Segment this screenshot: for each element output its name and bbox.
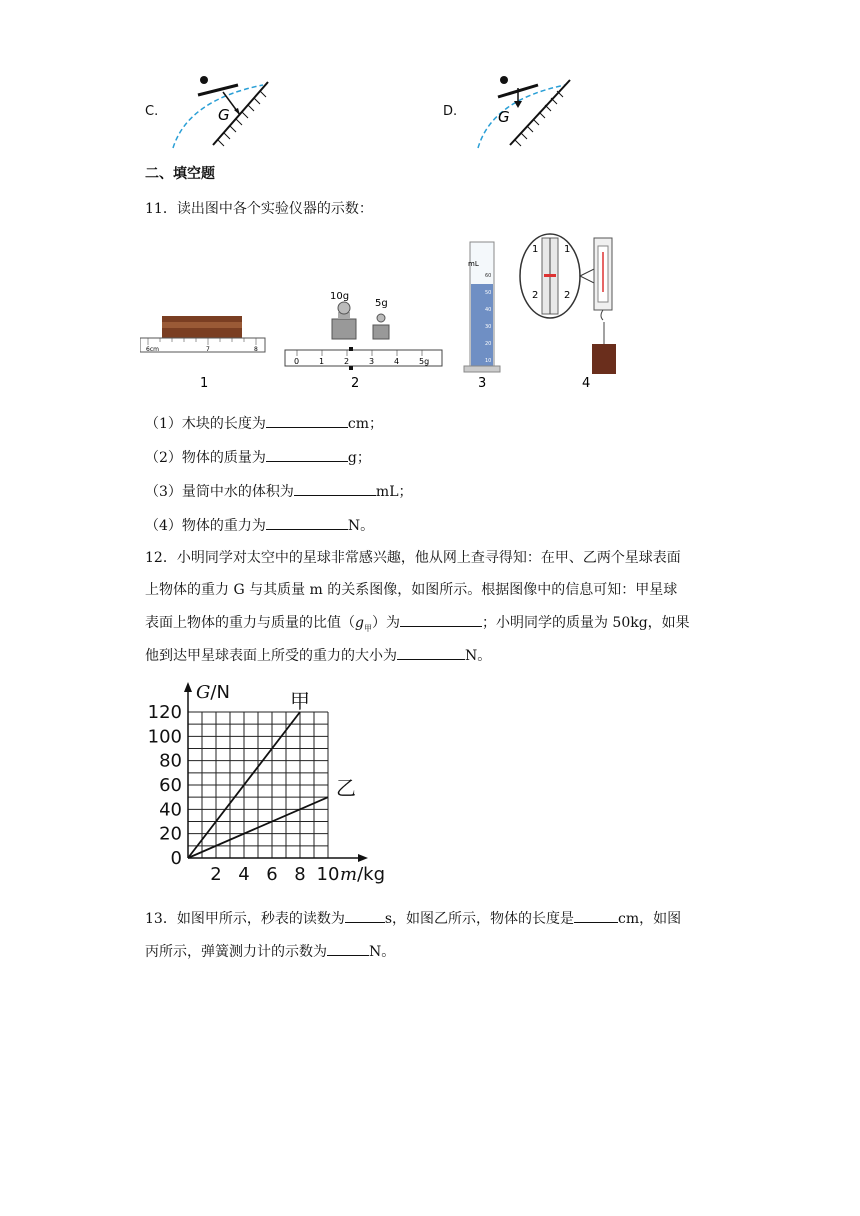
q12-line-2: 上物体的重力 G 与其质量 m 的关系图像，如图所示。根据图像中的信息可知：甲星球: [145, 582, 678, 598]
answer-blank[interactable]: [345, 908, 385, 923]
q11-item-1: （1）木块的长度为 cm；: [145, 413, 383, 433]
svg-text:1: 1: [532, 244, 539, 255]
x-axis-label: m/kg: [340, 864, 385, 885]
answer-blank[interactable]: [266, 515, 348, 530]
svg-text:2: 2: [532, 290, 539, 301]
q11-item-4: （4）物体的重力为 N。: [145, 515, 374, 535]
fig-label-4: 4: [582, 376, 591, 391]
y-tick-label: 40: [159, 799, 182, 821]
q12-line-3: 表面上物体的重力与质量的比值$(g_甲)$为 ；小明同学的质量为 50kg，如果: [145, 612, 690, 634]
fig-label-2: 2: [351, 376, 360, 391]
answer-blank[interactable]: [327, 941, 369, 956]
svg-text:30: 30: [485, 324, 492, 330]
svg-text:2: 2: [344, 357, 350, 366]
x-tick-label: 4: [238, 864, 250, 885]
x-tick-label: 8: [294, 864, 306, 885]
svg-text:50: 50: [485, 290, 492, 296]
q11-instruments-figure: [140, 232, 660, 397]
svg-text:1: 1: [564, 244, 571, 255]
answer-blank[interactable]: [400, 612, 482, 627]
svg-text:0: 0: [294, 357, 300, 366]
svg-text:3: 3: [369, 357, 375, 366]
g-label: G: [218, 106, 230, 124]
weight-5g: [373, 325, 389, 339]
svg-text:8: 8: [254, 346, 258, 353]
svg-text:7: 7: [206, 346, 210, 353]
svg-text:4: 4: [394, 357, 400, 366]
answer-blank[interactable]: [294, 481, 376, 496]
fig-label-1: 1: [200, 376, 209, 391]
svg-text:1: 1: [319, 357, 325, 366]
fig-label-3: 3: [478, 376, 487, 391]
svg-text:2: 2: [564, 290, 571, 301]
svg-text:5g: 5g: [419, 357, 430, 366]
svg-text:10: 10: [485, 358, 492, 364]
q11-item-2: （2）物体的质量为 g；: [145, 447, 371, 467]
y-tick-label: 100: [147, 726, 182, 748]
q13-line-2: 丙所示，弹簧测力计的示数为 N。: [145, 941, 395, 961]
section-title: 二、填空题: [145, 166, 215, 182]
x-axis-arrow: [358, 854, 368, 862]
q11-item-3: （3）量筒中水的体积为 mL；: [145, 481, 413, 501]
x-tick-label: 6: [266, 864, 278, 885]
q12-line-1: 12．小明同学对太空中的星球非常感兴趣，他从网上查寻得知：在甲、乙两个星球表面: [145, 550, 681, 566]
y-tick-label: 0: [170, 848, 182, 869]
skier-head: [200, 76, 208, 84]
svg-text:6cm: 6cm: [146, 346, 159, 353]
svg-text:mL: mL: [468, 260, 479, 268]
q13-line-1: 13．如图甲所示，秒表的读数为 s，如图乙所示，物体的长度是 cm，如图: [145, 908, 681, 928]
option-d-figure: [470, 70, 580, 150]
series-label: 乙: [336, 776, 356, 801]
g-vs-m-chart: [140, 678, 400, 893]
answer-blank[interactable]: [266, 447, 348, 462]
x-tick-label: 10: [316, 864, 340, 885]
option-c-label: C.: [145, 104, 159, 119]
y-tick-label: 80: [159, 750, 182, 772]
weight-10g: [332, 319, 356, 339]
svg-text:60: 60: [485, 273, 492, 279]
y-axis-label: G/N: [196, 682, 230, 703]
svg-text:40: 40: [485, 307, 492, 313]
svg-text:10g: 10g: [330, 291, 350, 302]
q11-stem: 11．读出图中各个实验仪器的示数：: [145, 201, 373, 217]
rider: [349, 347, 353, 351]
y-axis-arrow: [184, 682, 192, 692]
series-label: 甲: [290, 689, 310, 713]
svg-text:5g: 5g: [375, 298, 388, 309]
answer-blank[interactable]: [574, 908, 618, 923]
y-tick-label: 60: [159, 775, 182, 796]
y-tick-label: 120: [147, 702, 182, 723]
option-d-label: D.: [443, 104, 458, 119]
hanging-mass: [592, 344, 616, 374]
svg-text:20: 20: [485, 341, 492, 347]
q12-line-4: 他到达甲星球表面上所受的重力的大小为 N。: [145, 645, 491, 665]
y-tick-label: 20: [159, 823, 182, 845]
answer-blank[interactable]: [266, 413, 348, 428]
option-c-figure: [168, 70, 278, 150]
x-tick-label: 2: [210, 864, 222, 885]
answer-blank[interactable]: [397, 645, 465, 660]
svg-text:G: G: [498, 108, 510, 126]
